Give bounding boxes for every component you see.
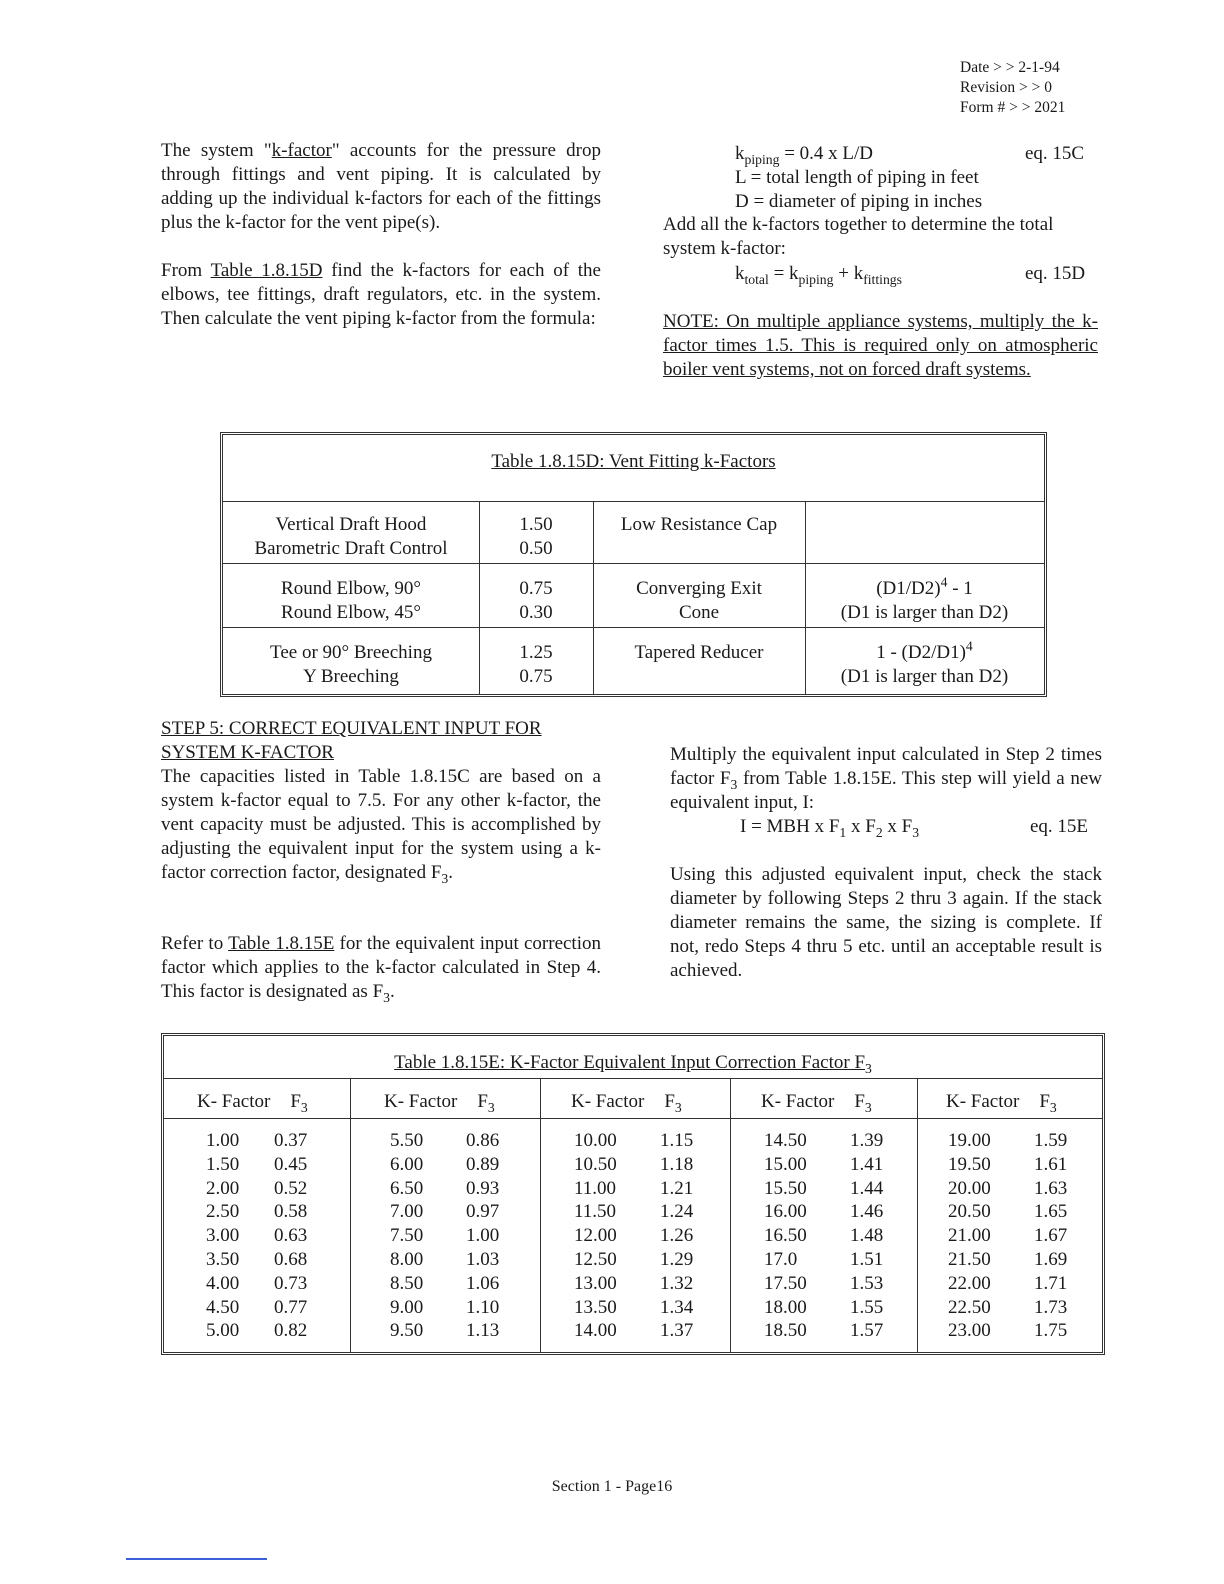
k-factor-value: 22.50 [948, 1296, 991, 1318]
table-row [390, 1319, 499, 1343]
f3-value: 1.10 [466, 1296, 500, 1318]
fitting-cell: Tapered Reducer [634, 642, 764, 663]
f3-value: 1.15 [660, 1130, 694, 1151]
multiple-appliance-note: NOTE: On multiple appliance systems, multiply the k-factor times 1.5. This is required only on atmospheric boiler vent systems, not on forced draft systems. [663, 311, 1098, 380]
k-factor-value: 12.00 [574, 1225, 617, 1247]
k-factor-value: 13.00 [574, 1272, 617, 1294]
k-factor-value: 19.50 [948, 1153, 991, 1175]
k-value-cell: 1.25 0.75 [519, 642, 553, 687]
table-row [206, 1319, 307, 1343]
table-row [390, 1248, 499, 1272]
definition-d: D = diameter of piping in inches [735, 191, 983, 212]
table-row [948, 1319, 1067, 1343]
f3-value: 0.89 [466, 1153, 500, 1175]
fitting-cell: Low Resistance Cap [620, 514, 778, 535]
k-factor-value: 7.00 [390, 1201, 424, 1223]
vent-fitting-k-factor-table [220, 432, 1047, 697]
k-factor-value: 20.50 [948, 1201, 991, 1223]
f3-value: 1.00 [466, 1225, 500, 1247]
table-row [206, 1177, 307, 1201]
table-row [948, 1129, 1067, 1153]
f3-value: 1.63 [1034, 1177, 1068, 1199]
k-factor-value: 4.50 [206, 1296, 240, 1318]
table-row [206, 1248, 307, 1272]
divider-line [126, 1558, 267, 1560]
table-row [948, 1296, 1067, 1320]
table-row [574, 1153, 693, 1177]
f3-value: 1.55 [850, 1296, 884, 1318]
f3-value: 0.58 [274, 1201, 308, 1223]
table-row [764, 1248, 883, 1272]
k-factor-value: 5.00 [206, 1320, 240, 1342]
column-header: K- Factor $F_3$ [571, 1091, 682, 1115]
formula-cell: $(D1/D2)^4 - 1$ (D1 is larger than D2) [840, 574, 1009, 623]
f3-value: 1.34 [660, 1296, 694, 1318]
table-row [206, 1153, 307, 1177]
k-factor-value: 18.50 [764, 1320, 807, 1342]
table-15e-title: Table 1.8.15E: K-Factor Equivalent Input Correction Factor $F_3$ [394, 1052, 872, 1076]
multiply-input-paragraph: Multiply the equivalent input calculated in Step 2 times factor $F_3$ from Table 1.8.15E. This step will yield a new equivalent input, I: [670, 744, 1102, 813]
k-factor-value: 16.00 [764, 1201, 807, 1223]
page-footer: Section 1 - Page16 [551, 1478, 673, 1495]
table-row [390, 1224, 499, 1248]
k-factor-value: 18.00 [764, 1296, 807, 1318]
document-header [960, 58, 1065, 118]
f3-value: 1.73 [1034, 1296, 1068, 1318]
k-factor-value: 15.00 [764, 1153, 807, 1175]
k-factor-value: 4.00 [206, 1272, 240, 1294]
f3-value: 1.13 [466, 1320, 500, 1342]
table-row [390, 1200, 499, 1224]
f3-value: 1.51 [850, 1249, 884, 1270]
f3-value: 0.93 [466, 1177, 500, 1199]
sum-k-factors-paragraph: Add all the k-factors together to determine the total system k-factor: [663, 214, 1054, 259]
k-value-cell: 0.75 0.30 [519, 578, 553, 623]
k-factor-value: 23.00 [948, 1320, 991, 1342]
f3-value: 1.24 [660, 1201, 694, 1223]
formula-cell: $1 - (D2/D1)^4$ (D1 is larger than D2) [840, 638, 1009, 687]
step-5-paragraph-2: Refer to Table 1.8.15E for the equivalent input correction factor which applies to the k-factor calculated in Step 4. This factor is designated as $F_3$. [161, 933, 601, 1005]
table-row [390, 1272, 499, 1296]
equation-15e-label: eq. 15E [1030, 816, 1089, 837]
f3-value: 0.63 [274, 1225, 308, 1247]
table-row [948, 1177, 1067, 1201]
f3-value: 1.69 [1034, 1249, 1068, 1270]
k-factor-value: 7.50 [390, 1225, 424, 1247]
table-row [764, 1272, 883, 1296]
table-row [390, 1129, 499, 1153]
table-row [948, 1248, 1067, 1272]
k-factor-value: 1.50 [206, 1153, 240, 1175]
k-factor-value: 3.00 [206, 1225, 240, 1247]
k-factor-value: 17.50 [764, 1272, 807, 1294]
k-factor-value: 12.50 [574, 1249, 617, 1270]
k-value-cell: 1.50 0.50 [519, 514, 553, 559]
f3-value: 0.52 [274, 1177, 308, 1199]
k-factor-value: 14.50 [764, 1130, 807, 1151]
k-factor-value: 8.50 [390, 1272, 424, 1294]
k-factor-value: 3.50 [206, 1249, 240, 1270]
f3-value: 1.61 [1034, 1153, 1068, 1175]
k-factor-value: 11.00 [574, 1177, 617, 1199]
f3-value: 1.06 [466, 1272, 500, 1294]
k-factor-value: 1.00 [206, 1130, 240, 1151]
step-5-heading: STEP 5: CORRECT EQUIVALENT INPUT FOR SYSTEM K-FACTOR [161, 718, 542, 763]
table-row [574, 1129, 693, 1153]
table-row [206, 1272, 307, 1296]
f3-value: 1.29 [660, 1249, 694, 1270]
k-factor-correction-table [161, 1033, 1105, 1355]
table-row [948, 1272, 1067, 1296]
table-15e-link[interactable]: Table 1.8.15E [228, 933, 335, 954]
table-row [764, 1296, 883, 1320]
f3-value: 1.26 [660, 1225, 694, 1247]
f3-value: 1.03 [466, 1249, 500, 1270]
equation-15e: I = MBH x $F_1$ x $F_2$ x $F_3$ [740, 816, 920, 840]
adjusted-input-paragraph: Using this adjusted equivalent input, check the stack diameter by following Steps 2 thru 3 again. If the stack diameter remains the same, the sizing is complete. If not, redo Steps 4 thru 5 etc. until an acceptable result is achieved. [670, 864, 1102, 981]
k-factor-value: 20.00 [948, 1177, 991, 1199]
table-row [764, 1153, 883, 1177]
k-factor-value: 9.00 [390, 1296, 424, 1318]
table-row [948, 1224, 1067, 1248]
k-factor-value: 21.50 [948, 1249, 991, 1270]
table-row [574, 1296, 693, 1320]
fitting-cell: Tee or 90° Breeching Y Breeching [270, 642, 432, 687]
table-row [948, 1200, 1067, 1224]
column-header: K- Factor $F_3$ [946, 1091, 1057, 1115]
f3-value: 0.45 [274, 1153, 308, 1175]
table-row [574, 1272, 693, 1296]
equation-15d: $k_{total} = k_{piping} + k_{fittings}$ [735, 263, 902, 287]
f3-value: 1.59 [1034, 1130, 1068, 1151]
column-header: K- Factor $F_3$ [761, 1091, 872, 1115]
revision-line: Revision > > 0 [960, 79, 1052, 96]
table-row [574, 1248, 693, 1272]
table-row [390, 1296, 499, 1320]
f3-value: 0.86 [466, 1130, 500, 1151]
date-line: Date > > 2-1-94 [960, 59, 1060, 76]
f3-value: 1.44 [850, 1177, 884, 1199]
f3-value: 1.39 [850, 1130, 884, 1151]
k-factor-value: 10.50 [574, 1153, 617, 1175]
f3-value: 1.71 [1034, 1272, 1068, 1294]
k-factor-value: 21.00 [948, 1225, 991, 1247]
k-factor-value: 17.0 [764, 1249, 798, 1270]
column-header: K- Factor $F_3$ [384, 1091, 495, 1115]
f3-value: 1.53 [850, 1272, 884, 1294]
k-factor-value: 22.00 [948, 1272, 991, 1294]
k-factor-value: 6.50 [390, 1177, 424, 1199]
k-factor-value: 13.50 [574, 1296, 617, 1318]
f3-value: 0.37 [274, 1130, 308, 1151]
table-reference-paragraph: From Table 1.8.15D find the k-factors for each of the elbows, tee fittings, draft regulators, etc. in the system. Then calculate the vent piping k-factor from the formula: [161, 260, 601, 329]
f3-value: 1.32 [660, 1272, 694, 1294]
k-factor-value: 2.50 [206, 1201, 240, 1223]
table-row [764, 1224, 883, 1248]
f3-value: 1.65 [1034, 1201, 1068, 1223]
fitting-cell: Round Elbow, 90° Round Elbow, 45° [281, 578, 421, 623]
table-row [206, 1224, 307, 1248]
table-row [574, 1177, 693, 1201]
equation-15c-label: eq. 15C [1025, 143, 1085, 164]
k-factor-value: 11.50 [574, 1201, 617, 1223]
table-row [574, 1224, 693, 1248]
fitting-cell: Vertical Draft Hood Barometric Draft Control [254, 514, 448, 559]
f3-value: 0.82 [274, 1320, 308, 1342]
f3-value: 0.77 [274, 1296, 308, 1318]
table-row [206, 1296, 307, 1320]
column-header: K- Factor $F_3$ [197, 1091, 308, 1115]
equation-15d-label: eq. 15D [1025, 263, 1086, 284]
k-factor-value: 9.50 [390, 1320, 424, 1342]
k-factor-value: 15.50 [764, 1177, 807, 1199]
equation-15c: $k_{piping} = 0.4$ x L/D [735, 143, 874, 167]
k-factor-value: 16.50 [764, 1225, 807, 1247]
f3-value: 1.67 [1034, 1225, 1068, 1247]
fitting-cell: Converging Exit Cone [636, 578, 762, 623]
table-row [206, 1129, 307, 1153]
table-row [764, 1200, 883, 1224]
table-row [764, 1177, 883, 1201]
table-row [948, 1153, 1067, 1177]
table-15d-title: Table 1.8.15D: Vent Fitting k-Factors [491, 451, 776, 472]
k-factor-value: 14.00 [574, 1320, 617, 1342]
k-factor-value: 8.00 [390, 1249, 424, 1270]
step-5-paragraph-1: The capacities listed in Table 1.8.15C are based on a system k-factor equal to 7.5. For any other k-factor, the vent capacity must be adjusted. This is accomplished by adjusting the equivalent input for the system using a k-factor correction factor, designated $F_3$. [161, 766, 601, 886]
f3-value: 0.73 [274, 1272, 308, 1294]
f3-value: 1.75 [1034, 1320, 1068, 1342]
table-row [390, 1153, 499, 1177]
form-number-line: Form # > > 2021 [960, 99, 1066, 116]
f3-value: 1.41 [850, 1153, 884, 1175]
k-factor-intro-paragraph: The system "k-factor" accounts for the pressure drop through fittings and vent piping. It is calculated by adding up the individual k-factors for each of the fittings plus the k-factor for the vent pipe(s). [161, 140, 602, 233]
f3-value: 1.37 [660, 1320, 694, 1342]
table-row [206, 1200, 307, 1224]
f3-value: 1.57 [850, 1320, 884, 1342]
table-15d-link[interactable]: Table 1.8.15D [210, 260, 323, 281]
f3-value: 1.21 [660, 1177, 694, 1199]
table-row [764, 1129, 883, 1153]
k-factor-value: 2.00 [206, 1177, 240, 1199]
f3-value: 1.48 [850, 1225, 884, 1247]
f3-value: 0.68 [274, 1249, 308, 1270]
f3-value: 1.18 [660, 1153, 694, 1175]
definition-l: L = total length of piping in feet [735, 167, 979, 188]
k-factor-link[interactable]: k-factor [271, 140, 332, 161]
table-row [574, 1200, 693, 1224]
table-row [574, 1319, 693, 1343]
f3-value: 0.97 [466, 1201, 500, 1223]
f3-value: 1.46 [850, 1201, 884, 1223]
k-factor-value: 6.00 [390, 1153, 424, 1175]
k-factor-value: 10.00 [574, 1130, 617, 1151]
table-row [764, 1319, 883, 1343]
k-factor-value: 19.00 [948, 1130, 991, 1151]
k-factor-value: 5.50 [390, 1130, 424, 1151]
table-row [390, 1177, 499, 1201]
